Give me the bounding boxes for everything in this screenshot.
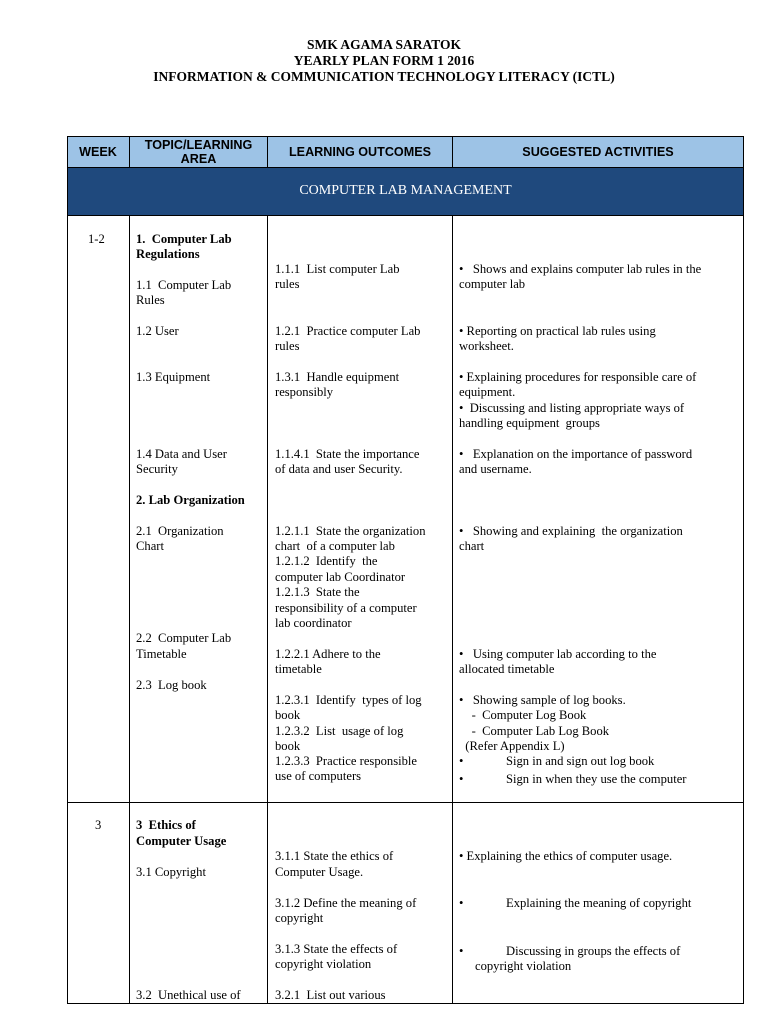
week-cell-row2: 3 (95, 818, 102, 832)
col-divider-2 (267, 215, 268, 1004)
outcome-item: lab coordinator (275, 616, 352, 630)
column-header-topic-line1: TOPIC/LEARNING (144, 138, 253, 152)
topic-item: 3.2 Unethical use of (136, 988, 241, 1002)
column-header-topic-line2: AREA (180, 152, 217, 166)
topic-item: Chart (136, 539, 164, 553)
activity-item: • Reporting on practical lab rules using (459, 324, 656, 338)
topic-heading: 3 Ethics of (136, 818, 196, 832)
bullet-icon: • (459, 754, 464, 768)
column-header-outcomes: LEARNING OUTCOMES (288, 145, 432, 159)
activity-item: and username. (459, 462, 532, 476)
outcome-item: 3.1.3 State the effects of (275, 942, 398, 956)
bullet-icon: • (459, 772, 464, 786)
outcome-item: 1.2.1.2 Identify the (275, 554, 378, 568)
activity-item: handling equipment groups (459, 416, 600, 430)
outcome-item: 1.2.2.1 Adhere to the (275, 647, 381, 661)
outcome-item: 3.1.1 State the ethics of (275, 849, 394, 863)
week-cell-row1: 1-2 (88, 232, 105, 246)
col-divider-1 (129, 215, 130, 1004)
topic-heading: 2. Lab Organization (136, 493, 245, 507)
activity-item: worksheet. (459, 339, 514, 353)
activity-item: • Showing and explaining the organization (459, 524, 683, 538)
outcome-item: timetable (275, 662, 322, 676)
band-divider (67, 215, 744, 216)
outcome-item: book (275, 708, 301, 722)
outcome-item: computer lab Coordinator (275, 570, 406, 584)
topic-item: 1.4 Data and User (136, 447, 227, 461)
activity-item: • Explaining the ethics of computer usage. (459, 849, 673, 863)
table-border-top (67, 136, 744, 137)
col-divider-3-header (452, 136, 453, 168)
activity-item: chart (459, 539, 485, 553)
activity-item: copyright violation (475, 959, 572, 973)
outcome-item: use of computers (275, 769, 362, 783)
topic-item: 2.2 Computer Lab (136, 631, 232, 645)
outcome-item: rules (275, 277, 300, 291)
topic-item: 3.1 Copyright (136, 865, 206, 879)
activity-item: - Computer Log Book (459, 708, 587, 722)
outcome-item: 1.1.1 List computer Lab (275, 262, 400, 276)
table-border-right (743, 136, 744, 1004)
column-header-week: WEEK (79, 145, 117, 159)
plan-title: YEARLY PLAN FORM 1 2016 (293, 53, 475, 68)
activity-item: • Using computer lab according to the (459, 647, 657, 661)
outcome-item: 1.2.3.1 Identify types of log (275, 693, 422, 707)
outcome-item: 1.2.3.3 Practice responsible (275, 754, 417, 768)
outcome-item: responsibly (275, 385, 334, 399)
activity-item: • Shows and explains computer lab rules in the (459, 262, 702, 276)
topic-heading: Regulations (136, 247, 200, 261)
topic-item: 1.2 User (136, 324, 179, 338)
row-divider (67, 802, 744, 803)
school-name: SMK AGAMA SARATOK (306, 37, 462, 52)
col-divider-3 (452, 215, 453, 1004)
topic-item: 1.1 Computer Lab (136, 278, 232, 292)
topic-item: 2.3 Log book (136, 678, 207, 692)
header-divider (67, 167, 744, 168)
topic-item: 1.3 Equipment (136, 370, 211, 384)
section-title: COMPUTER LAB MANAGEMENT (299, 183, 512, 198)
outcome-item: book (275, 739, 301, 753)
outcome-item: 1.2.1.3 State the (275, 585, 360, 599)
col-divider-2-header (267, 136, 268, 168)
outcome-item: copyright (275, 911, 324, 925)
outcome-item: responsibility of a computer (275, 601, 417, 615)
outcome-item: 3.2.1 List out various (275, 988, 386, 1002)
activity-item: • Showing sample of log books. (459, 693, 626, 707)
bullet-icon: • (459, 944, 464, 958)
topic-item: Rules (136, 293, 165, 307)
outcome-item: chart of a computer lab (275, 539, 395, 553)
activity-item: allocated timetable (459, 662, 555, 676)
activity-item: - Computer Lab Log Book (459, 724, 610, 738)
activity-item: Sign in and sign out log book (506, 754, 655, 768)
activity-item: Discussing in groups the effects of (506, 944, 681, 958)
topic-item: Timetable (136, 647, 187, 661)
activity-item: equipment. (459, 385, 516, 399)
topic-heading: Computer Usage (136, 834, 227, 848)
outcome-item: 3.1.2 Define the meaning of (275, 896, 417, 910)
outcome-item: 1.2.1.1 State the organization (275, 524, 426, 538)
outcome-item: of data and user Security. (275, 462, 403, 476)
subject-title: INFORMATION & COMMUNICATION TECHNOLOGY LITERACY (ICTL) (153, 69, 615, 84)
activity-item: • Explanation on the importance of password (459, 447, 693, 461)
outcome-item: Computer Usage. (275, 865, 364, 879)
topic-item: Security (136, 462, 178, 476)
activity-item: • Explaining procedures for responsible care of (459, 370, 697, 384)
bullet-icon: • (459, 896, 464, 910)
outcome-item: 1.3.1 Handle equipment (275, 370, 400, 384)
topic-heading: 1. Computer Lab (136, 232, 232, 246)
outcome-item: 1.2.3.2 List usage of log (275, 724, 404, 738)
col-divider-1-header (129, 136, 130, 168)
topic-item: 2.1 Organization (136, 524, 224, 538)
table-border-left (67, 136, 68, 1004)
activity-item: Explaining the meaning of copyright (506, 896, 692, 910)
outcome-item: copyright violation (275, 957, 372, 971)
outcome-item: 1.2.1 Practice computer Lab (275, 324, 421, 338)
outcome-item: rules (275, 339, 300, 353)
activity-item: Sign in when they use the computer (506, 772, 687, 786)
column-header-activities: SUGGESTED ACTIVITIES (522, 145, 674, 159)
activity-item: computer lab (459, 277, 526, 291)
activity-item: • Discussing and listing appropriate ways of (459, 401, 685, 415)
outcome-item: 1.1.4.1 State the importance (275, 447, 420, 461)
activity-item: (Refer Appendix L) (459, 739, 565, 753)
